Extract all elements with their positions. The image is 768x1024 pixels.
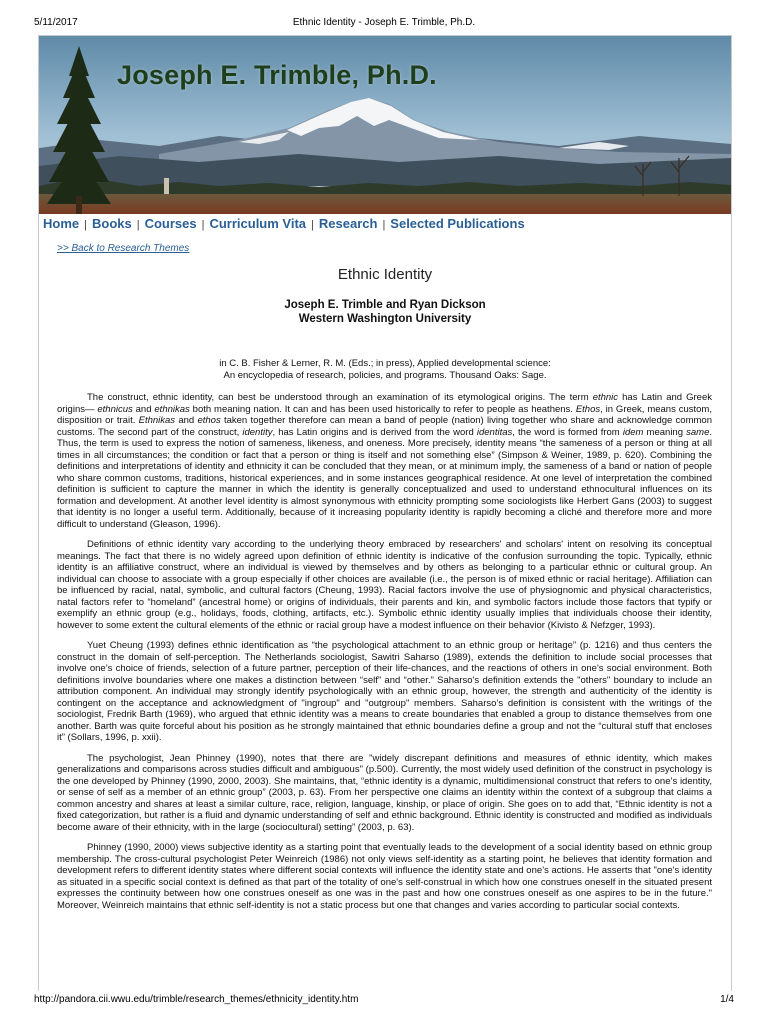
nav-separator: | [382,219,386,231]
header-banner [39,36,731,214]
paragraph-3: Yuet Cheung (1993) defines ethnic identification as “the psychological attachment to an ethnic group or heritage” (p. 1216) and thus centers the construct in the domain of self-perception. The Netherlands sociologist, Sawitri Saharso (1989), extends the definition to include social processes that involve one’s choice of friends, selection of a future partner, perception of their life-chances, and the reactions of others in one's social environment. Both definitions involve boundaries where one makes a distinction between “self” and “other.” Saharso's definition extends the "others" boundary to include an attribution component. An individual may strongly identify psychologically with an ethnic group, however, the strength and authenticity of the identity is contingent on the acceptance and acknowledgment of "ingroup" and "outgroup" members. Saharso’s definition is consistent with the writings of the sociologist, Fredrik Barth (1969), who argued that ethnic identity was a means to create boundaries that enabled a group to distance themselves from one another. Barth was quite forceful about his position as he strongly maintained that ethnic boundaries define a group and not the “cultural stuff that encloses it” (Sollars, 1996, p. xxii). [57,640,712,743]
print-url: http://pandora.cii.wwu.edu/trimble/research_themes/ethnicity_identity.htm [34,994,359,1005]
article-body [57,392,712,920]
nav-separator: | [136,219,140,231]
print-footer [0,994,768,1008]
nav-courses-link[interactable]: Courses [144,216,197,231]
web-page [38,35,732,991]
paragraph-1: The construct, ethnic identity, can best be understood through an examination of its etymological origins. The term ethnic has Latin and Greek origins— ethnicus and ethnikas both meaning nation. It can and has been used historically to refer to people as heathens. Ethos, in Greek, means custom, disposition or trait. Ethnikas and ethos taken together therefore can mean a band of people (nation) living together who share and acknowledge common customs. The second part of the construct, identity, has Latin origins and is derived from the word identitas, the word is formed from idem meaning same. Thus, the term is used to express the notion of sameness, likeness, and oneness. More precisely, identity means “the sameness of a person or thing at all times in all circumstances; the condition or fact that a person or thing is itself and not something else” (Simpson & Weiner, 1989, p. 620). Combining the definitions and interpretations of identity and ethnicity it can be concluded that they mean, or at minimum imply, the sameness of a band or nation of people who share common customs, traditions, historical experiences, and in some instances geographical residence. At one level of interpretation the combined definition is sufficient to capture the manner in which the identity is generally conceptualized and used to understand ethnocultural influences on its formation and development. At another level identity is almost synonymous with ethnicity prompting some sociologists like Herbert Gans (2003) to suggest that identity is no longer a useful term. Additionally, because of it increasing popularity identity is rapidly becoming a cliché and therefore more and more difficult to understand (Gleason, 1996). [57,392,712,530]
main-nav [43,216,525,231]
nav-separator: | [311,219,314,231]
nav-separator: | [201,219,205,231]
site-title: Joseph E. Trimble, Ph.D. [117,60,437,90]
article-byline [39,298,731,326]
nav-books-link[interactable]: Books [91,216,132,231]
article-citation [39,358,731,382]
paragraph-4: The psychologist, Jean Phinney (1990), notes that there are "widely discrepant definitions and measures of ethnic identity, which makes generalizations and comparisons across studies difficult and ambiguous" (p.500). Currently, the most widely used definition of the construct in psychology is the one developed by Phinney (1990, 2000, 2003). She maintains, that, “ethnic identity is a dynamic, multidimensional construct that refers to one’s identity, or sense of self as a member of an ethnic group” (2003, p. 63). From her perspective one claims an identity within the context of a subgroup that claims a common ancestry and shares at least a similar culture, race, religion, language, kinship, or place of origin. She goes on to add that, “Ethnic identity is not a fixed categorization, but rather is a fluid and dynamic understanding of self and ethnic background. Ethnic identity is constructed and modified as individuals become aware of their ethnicity, with in the large (sociocultural) setting” (2003, p. 63). [57,752,712,833]
print-page-number: 1/4 [720,994,734,1005]
article-authors: Joseph E. Trimble and Ryan Dickson [284,299,486,311]
paragraph-2: Definitions of ethnic identity vary according to the underlying theory embraced by researchers' and scholars' intent on resolving its conceptual meanings. The fact that there is no widely agreed upon definition of ethnic identity is indicative of the confusion surrounding the topic. Typically, ethnic identity is an affiliative construct, where an individual is viewed by themselves and by others as belonging to a particular ethnic or cultural group. An individual can choose to associate with a group especially if other choices are available (i.e., the person is of mixed ethnic or racial heritage). Affiliation can be influenced by racial, natal, symbolic, and cultural factors (Cheung, 1993). Racial factors involve the use of physiognomic and physical characteristics, natal factors refer to “homeland” (ancestral home) or origins of individuals, their parents and kin, and symbolic factors include those factors that typify or exemplify an ethnic group (e.g., holidays, foods, clothing, artifacts, etc.). Symbolic ethnic identity usually implies that individuals choose their identity, however to some extent the cultural elements of the ethnic or racial group have a modest influence on their behavior (Kivisto & Nefzger, 1993). [57,539,712,631]
nav-curriculum-vita-link[interactable]: Curriculum Vita [209,216,307,231]
paragraph-5: Phinney (1990, 2000) views subjective identity as a starting point that eventually leads to the development of a social identity based on ethnic group membership. The cross-cultural psychologist Peter Weinreich (1986) not only views self-identity as a starting point, he believes that identity formation and development refers to different identity states where different social contexts will influence the identity state and one’s actions. He asserts that "one's identity as situated in a specific social context is defined as that part of the totality of one's self-construal in which how one construes oneself in the situated present expresses the continuity between how one construes oneself as one was in the past and how one construes oneself as one aspires to be in the future." Moreover, Weinreich maintains that ethnic self-identity is not a static process but one that changes and varies according to particular social contexts. [57,842,712,911]
article-title: Ethnic Identity [337,266,433,283]
nav-separator: | [84,219,87,231]
article-affiliation: Western Washington University [298,313,472,325]
print-title: Ethnic Identity - Joseph E. Trimble, Ph.D. [292,17,476,28]
back-to-research-themes-link[interactable]: >> Back to Research Themes [57,243,190,254]
nav-research-link[interactable]: Research [318,216,378,231]
citation-line-1: in C. B. Fisher & Lerner, R. M. (Eds.; in press), Applied developmental science: [219,358,551,369]
nav-home-link[interactable]: Home [43,216,80,231]
print-header [0,17,768,31]
print-date: 5/11/2017 [34,17,78,28]
citation-line-2: An encyclopedia of research, policies, and programs. Thousand Oaks: Sage. [223,370,547,381]
nav-selected-publications-link[interactable]: Selected Publications [390,216,525,231]
